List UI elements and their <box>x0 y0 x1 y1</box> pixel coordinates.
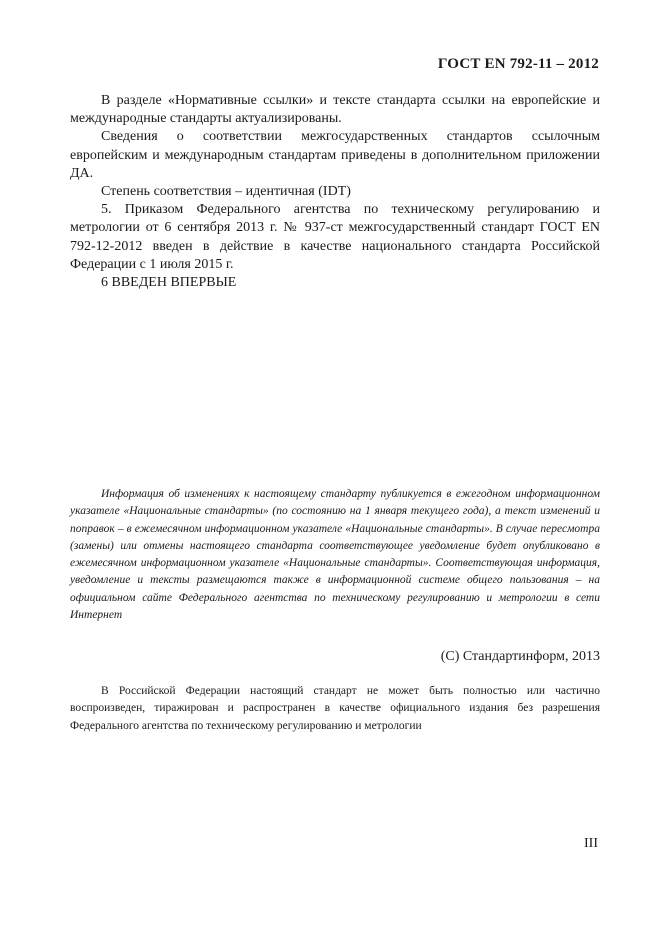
paragraph-correspondence: Сведения о соответствии межгосударственных стандартов ссылочным европейским и международным стандартам приведены в дополнительном приложении ДА. <box>70 129 600 181</box>
rights-section <box>70 683 600 735</box>
copyright-line: (С) Стандартинформ, 2013 <box>440 649 600 664</box>
rights-notice-text: В Российской Федерации настоящий стандарт не может быть полностью или частично воспроизведен, тиражирован и распространен в качестве официального издания без разрешения Федерального агентства по техническому регулированию и метрологии <box>70 685 600 732</box>
page-number: III <box>584 836 598 851</box>
paragraph-introduced: 6 ВВЕДЕН ВПЕРВЫЕ <box>101 275 237 291</box>
paragraph-order: 5. Приказом Федерального агентства по техническому регулированию и метрологии от 6 сентября 2013 г. № 937-ст межгосударственный стандарт ГОСТ EN 792-12-2012 введен в действие в качестве национального стандарта Российской Федерации с 1 июля 2015 г. <box>70 202 600 272</box>
paragraph-degree: Степень соответствия – идентичная (IDT) <box>101 184 351 200</box>
paragraph-references: В разделе «Нормативные ссылки» и тексте стандарта ссылки на европейские и международные стандарты актуализированы. <box>70 93 600 127</box>
info-notice-section <box>70 486 600 624</box>
body-section <box>70 92 600 292</box>
info-notice-text: Информация об изменениях к настоящему стандарту публикуется в ежегодном информационном указателе «Национальные стандарты» (по состоянию на 1 января текущего года), а текст изменений и поправок – в ежемесячном информационном указателе «Национальные стандарты». В случае пересмотра (замены) или отмены настоящего стандарта соответствующее уведомление будет опубликовано в ежемесячном информационном указателе «Национальные стандарты». Соответствующая информация, уведомление и тексты размещаются также в информационной системе общего пользования – на официальном сайте Федерального агентства по техническому регулированию и метрологии в сети Интернет <box>70 488 600 622</box>
standard-header: ГОСТ EN 792-11 – 2012 <box>437 56 599 72</box>
